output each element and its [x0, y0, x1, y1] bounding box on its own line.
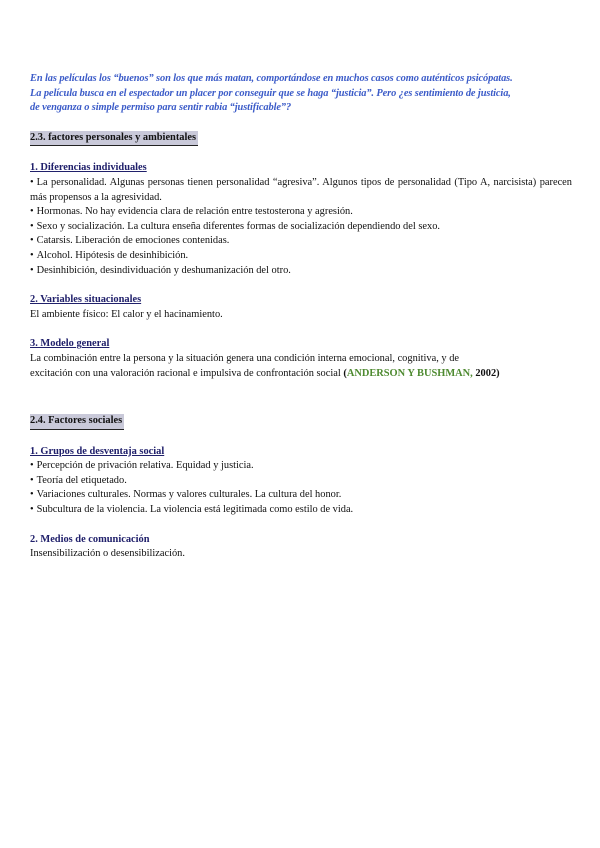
subheading-medios-comunicacion: 2. Medios de comunicación — [30, 533, 150, 545]
list-item: • Catarsis. Liberación de emociones contenidas. — [30, 234, 572, 249]
list-item: • Alcohol. Hipótesis de desinhibición. — [30, 249, 572, 264]
paragraph: La combinación entre la persona y la situación genera una condición interna emocional, cognitiva, y de — [30, 352, 460, 364]
list-item: • Percepción de privación relativa. Equidad y justicia. — [30, 459, 572, 474]
subheading-text: 1. Diferencias individuales — [30, 162, 147, 174]
citation-open: ( — [343, 367, 347, 379]
paragraph: Insensibilización o desensibilización. — [30, 548, 185, 560]
citation-authors: ANDERSON Y BUSHMAN, — [346, 367, 473, 379]
list-item: • Subcultura de la violencia. La violencia está legitimada como estilo de vida. — [30, 503, 572, 518]
paragraph-text: excitación con una valoración racional e impulsiva de confrontación social — [30, 367, 341, 379]
subheading-variables-situacionales — [30, 293, 572, 308]
document-page — [30, 72, 572, 562]
citation-year: 2002) — [472, 367, 500, 379]
intro-line: La película busca en el espectador un placer por conseguir que se haga “justicia”. Pero ¿es sentimiento de justicia, — [30, 87, 511, 99]
list-item: • La personalidad. Algunas personas tienen personalidad “agresiva”. Algunos tipos de personalidad (Tipo A, narcisista) parecen más propensos a la agresividad. — [30, 176, 572, 205]
list-item: • Teoría del etiquetado. — [30, 474, 572, 489]
list-item: • Sexo y socialización. La cultura enseña diferentes formas de socialización dependiendo del sexo. — [30, 220, 572, 235]
subheading-diferencias-individuales — [30, 161, 572, 176]
intro-paragraph — [30, 72, 572, 116]
list-item: • Variaciones culturales. Normas y valores culturales. La cultura del honor. — [30, 488, 572, 503]
subheading-text: 2. Variables situacionales — [30, 294, 142, 306]
paragraph: El ambiente físico: El calor y el hacinamiento. — [30, 308, 223, 320]
section-heading-2-3: 2.3. factores personales y ambientales — [30, 131, 198, 147]
subheading-text: 3. Modelo general — [30, 338, 110, 350]
subheading-modelo-general — [30, 337, 572, 352]
list-item: • Desinhibición, desindividuación y deshumanización del otro. — [30, 264, 572, 279]
paragraph-with-citation — [30, 367, 572, 382]
subheading-text: 1. Grupos de desventaja social — [30, 445, 165, 457]
intro-line: de venganza o simple permiso para sentir rabia “justificable”? — [30, 102, 292, 114]
subheading-grupos-desventaja — [30, 445, 572, 460]
intro-line: En las películas los “buenos” son los que más matan, comportándose en muchos casos como auténticos psicópatas. — [30, 73, 513, 84]
list-item: • Hormonas. No hay evidencia clara de relación entre testosterona y agresión. — [30, 205, 572, 220]
section-heading-2-4: 2.4. Factores sociales — [30, 414, 124, 430]
